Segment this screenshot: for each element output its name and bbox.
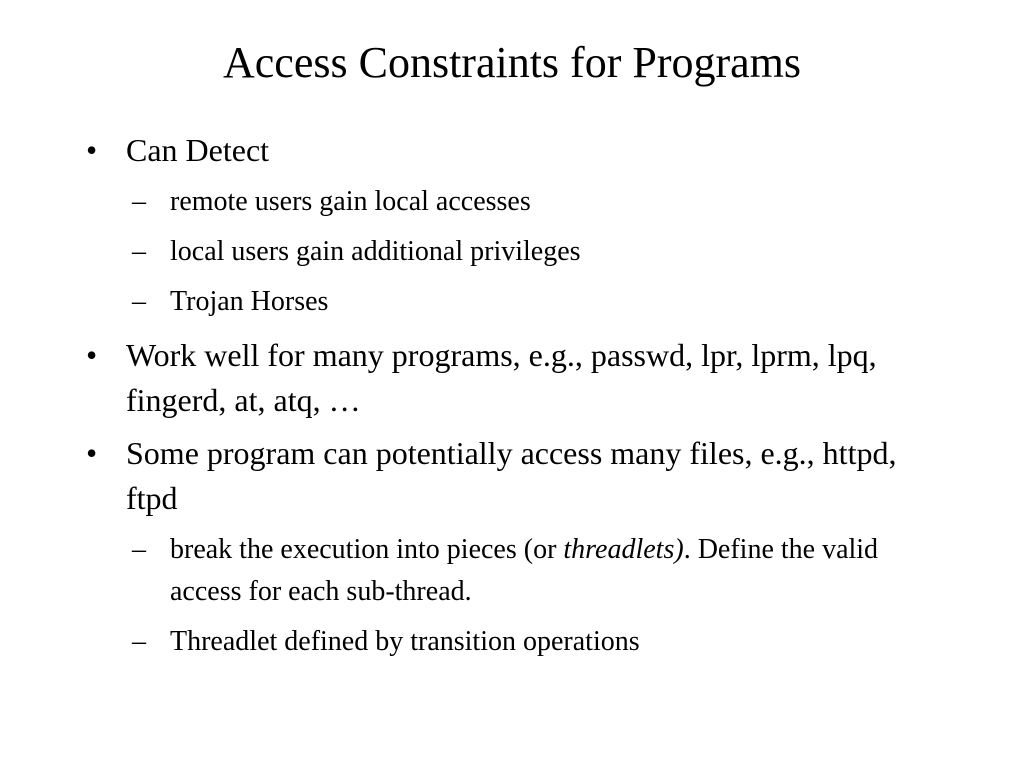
bullet-text: Work well for many programs, e.g., passwd, lpr, lprm, lpq, fingerd, at, atq, …: [126, 337, 877, 418]
sub-bullet-text: remote users gain local accesses: [170, 186, 531, 217]
bullet-mark: •: [86, 132, 98, 168]
dash-mark: –: [132, 236, 146, 267]
dash-mark: –: [132, 286, 146, 317]
bullet-mark: •: [86, 435, 98, 471]
sub-bullet-text: local users gain additional privileges: [170, 236, 581, 267]
sub-list-can-detect: [132, 181, 946, 323]
sub-bullet-break-execution: [132, 529, 946, 613]
dash-mark: –: [132, 186, 146, 217]
sub-bullet-remote-users: [132, 181, 946, 223]
sub-bullet-threadlet-defined: [132, 621, 946, 663]
dash-mark: –: [132, 626, 146, 657]
dash-mark: –: [132, 534, 146, 565]
sub-list-some-program: [132, 529, 946, 663]
bullet-text: Some program can potentially access many files, e.g., httpd, ftpd: [126, 435, 897, 516]
sub-bullet-text: Threadlet defined by transition operations: [170, 626, 640, 657]
slide-title: Access Constraints for Programs: [222, 38, 801, 87]
bullet-mark: •: [86, 337, 98, 373]
bullet-some-program: [86, 431, 946, 521]
bullet-can-detect: [86, 128, 946, 173]
sub-bullet-text: Trojan Horses: [170, 286, 329, 317]
slide-body: [86, 128, 946, 671]
bullet-text: Can Detect: [126, 132, 270, 168]
sub-bullet-text-italic: threadlets): [563, 534, 684, 565]
sub-bullet-text-after: . Define the valid access for each sub-thread.: [170, 534, 879, 607]
sub-bullet-text-before: break the execution into pieces (or: [170, 534, 564, 565]
sub-bullet-local-users: [132, 231, 946, 273]
sub-bullet-trojan-horses: [132, 281, 946, 323]
bullet-work-well: [86, 333, 946, 423]
